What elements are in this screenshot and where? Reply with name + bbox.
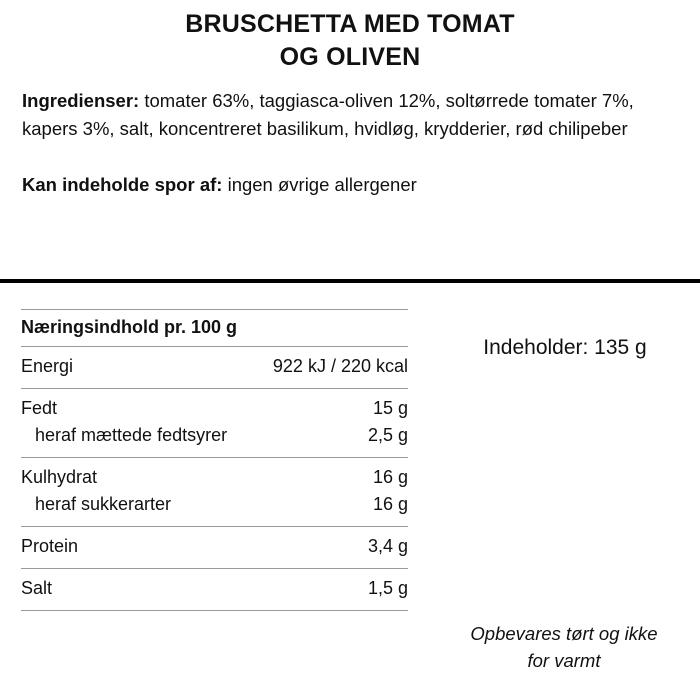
nutrient-value: 15 g xyxy=(372,398,408,418)
nutrient-value: 2,5 g xyxy=(367,425,408,445)
net-weight-note: Indeholder: 135 g xyxy=(483,336,647,359)
nutrient-value: 3,4 g xyxy=(367,536,408,556)
nutrient-value: 16 g xyxy=(372,494,408,514)
nutrient-label: Fedt xyxy=(21,398,58,418)
storage-line-2: for varmt xyxy=(527,650,601,671)
product-title-line-1: BRUSCHETTA MED TOMAT xyxy=(185,10,515,38)
allergens-text: ingen øvrige allergener xyxy=(222,174,417,195)
page-title xyxy=(22,8,678,74)
storage-line-1: Opbevares tørt og ikke xyxy=(470,623,658,644)
nutrition-group-energy xyxy=(21,347,408,388)
table-row xyxy=(21,422,408,449)
table-row xyxy=(21,533,408,560)
table-rule-bottom xyxy=(21,610,408,611)
table-row xyxy=(21,575,408,602)
nutrition-table xyxy=(21,309,408,611)
nutrient-label: heraf mættede fedtsyrer xyxy=(35,425,228,445)
nutrition-group-salt xyxy=(21,569,408,610)
allergens-paragraph xyxy=(22,171,678,199)
side-information-column xyxy=(440,283,690,700)
nutrient-value: 922 kJ / 220 kcal xyxy=(272,356,408,376)
nutrient-value: 1,5 g xyxy=(367,578,408,598)
nutrient-label: Salt xyxy=(21,578,53,598)
product-header xyxy=(0,0,700,199)
table-row xyxy=(21,395,408,422)
table-row xyxy=(21,353,408,380)
storage-instructions xyxy=(440,620,688,674)
nutrition-table-heading: Næringsindhold pr. 100 g xyxy=(21,317,238,337)
ingredients-text: tomater 63%, taggiasca-oliven 12%, soltørrede tomater 7%, kapers 3%, salt, koncentreret basilikum, hvidløg, krydderier, rød chilipeber xyxy=(22,90,634,139)
table-row xyxy=(21,491,408,518)
nutrient-label: Kulhydrat xyxy=(21,467,98,487)
nutrition-group-carbohydrate xyxy=(21,458,408,526)
nutrition-group-fat xyxy=(21,389,408,457)
nutrient-value: 16 g xyxy=(372,467,408,487)
product-title-line-2: OG OLIVEN xyxy=(279,43,421,71)
allergens-label: Kan indeholde spor af: xyxy=(22,174,223,195)
nutrient-label: heraf sukkerarter xyxy=(35,494,172,514)
ingredients-paragraph xyxy=(22,87,678,143)
nutrition-group-protein xyxy=(21,527,408,568)
table-row xyxy=(21,464,408,491)
ingredients-label: Ingredienser: xyxy=(22,90,140,111)
nutrient-label: Protein xyxy=(21,536,79,556)
nutrient-label: Energi xyxy=(21,356,74,376)
nutrition-section xyxy=(0,283,700,700)
